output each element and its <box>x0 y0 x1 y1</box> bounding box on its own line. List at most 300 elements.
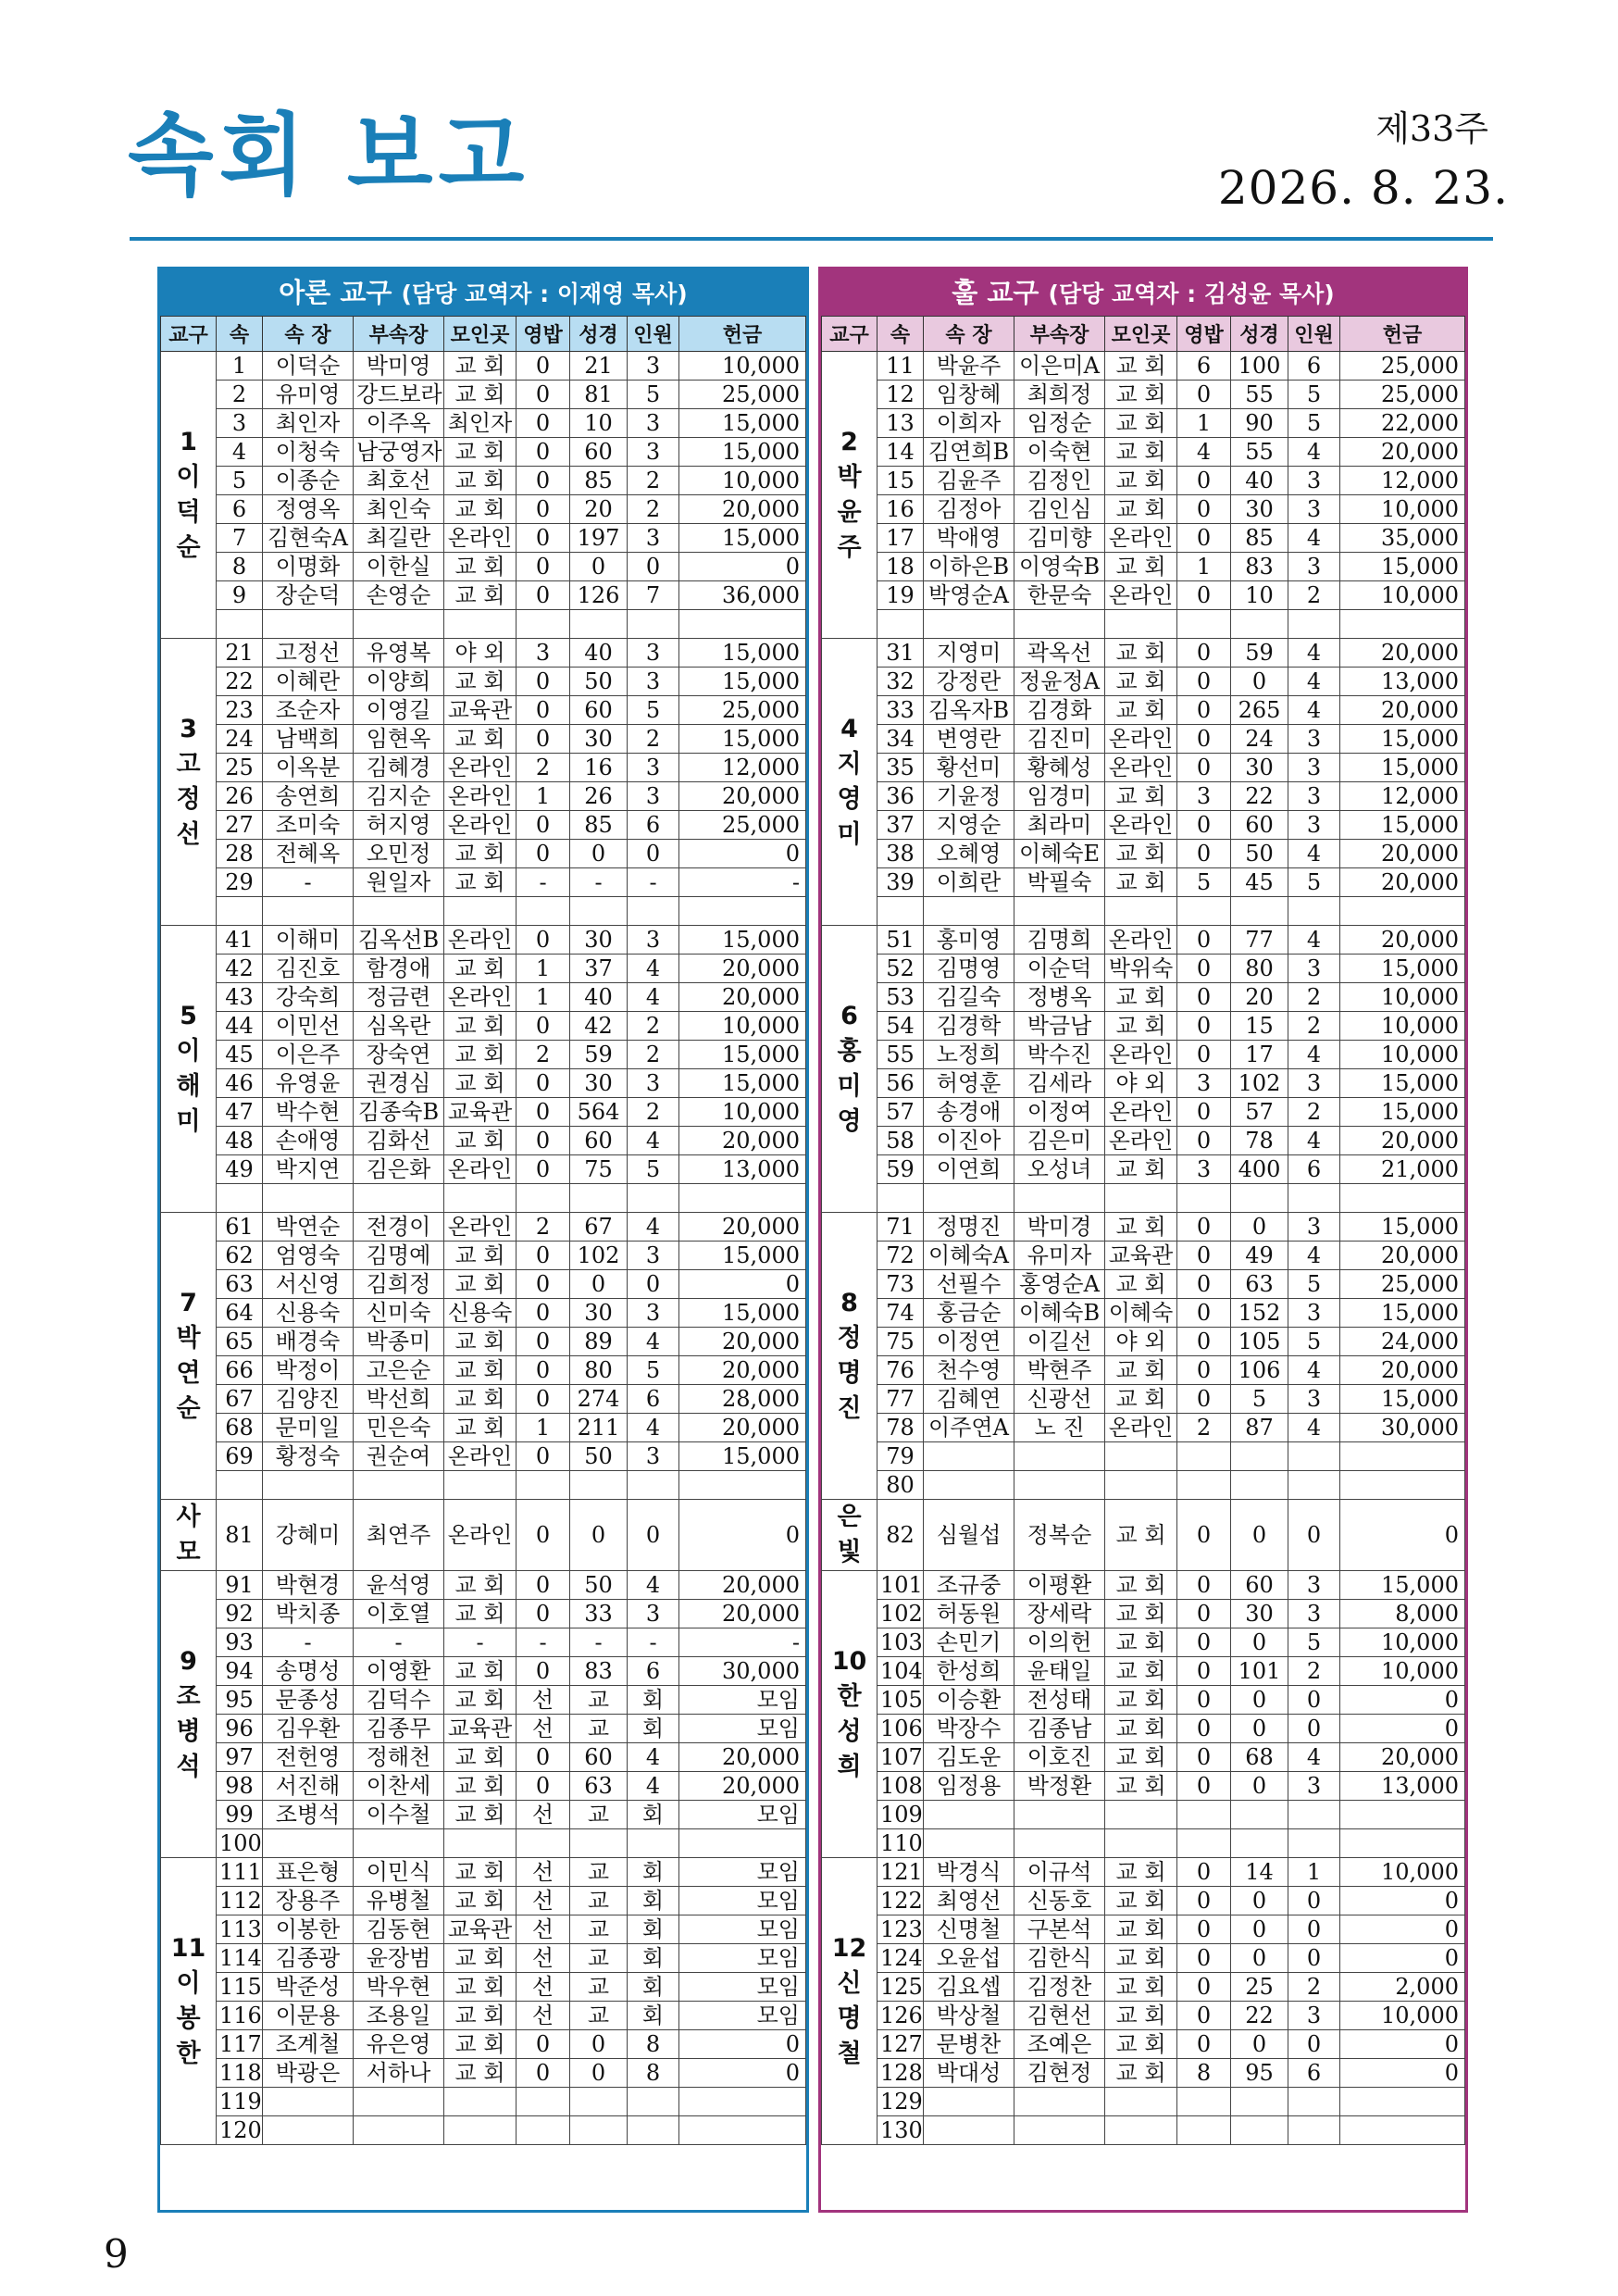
cell-sub-leader: 김세라 <box>1014 1069 1105 1098</box>
cell-sok: 52 <box>877 955 924 983</box>
cell-sub-leader: 김명예 <box>354 1242 444 1270</box>
cell-offering: 10,000 <box>1340 1657 1465 1686</box>
cell-sub-leader: 이숙현 <box>1014 438 1105 467</box>
table-row <box>161 1743 806 1772</box>
cell-leader: 이희자 <box>924 409 1014 438</box>
cell-leader: 박광은 <box>263 2059 354 2088</box>
cell-sub-leader: 김동현 <box>354 1915 444 1944</box>
cell-offering <box>1340 1801 1465 1829</box>
cell-count: 3 <box>628 754 679 782</box>
cell-leader: 변영란 <box>924 725 1014 754</box>
cell-count: 3 <box>628 1600 679 1628</box>
cell-count: 회 <box>628 1915 679 1944</box>
table-row <box>161 897 806 926</box>
cell-leader <box>263 2088 354 2116</box>
cell-meal: 0 <box>1177 2030 1231 2059</box>
cell-place <box>1105 2088 1177 2116</box>
cell-leader: 김옥자B <box>924 696 1014 725</box>
cell-bible: 85 <box>570 467 628 495</box>
cell-bible: 30 <box>570 725 628 754</box>
cell-bible <box>1231 1801 1288 1829</box>
cell-sok: 57 <box>877 1098 924 1127</box>
cell-offering: 15,000 <box>1340 1069 1465 1098</box>
cell-place: 교 회 <box>444 1270 517 1299</box>
cell-offering <box>679 897 806 926</box>
cell-leader: 박상철 <box>924 2002 1014 2030</box>
cell-bible: 37 <box>570 955 628 983</box>
cell-count: 3 <box>1288 495 1340 524</box>
cell-bible: 40 <box>570 639 628 668</box>
cell-meal: 2 <box>517 1213 570 1242</box>
cell-leader: 이옥분 <box>263 754 354 782</box>
cell-place: 교 회 <box>1105 1944 1177 1973</box>
cell-count <box>1288 1184 1340 1213</box>
cell-leader: 신명철 <box>924 1915 1014 1944</box>
table-row <box>161 1155 806 1184</box>
cell-sok: 82 <box>877 1500 924 1571</box>
cell-place: 교 회 <box>444 1385 517 1414</box>
cell-leader: 이종순 <box>263 467 354 495</box>
cell-bible: 85 <box>570 811 628 840</box>
cell-bible: 81 <box>570 381 628 409</box>
cell-place <box>1105 1829 1177 1858</box>
cell-sub-leader: 신동호 <box>1014 1887 1105 1915</box>
table-row <box>822 1242 1465 1270</box>
cell-offering: 20,000 <box>1340 926 1465 955</box>
cell-count: 4 <box>1288 639 1340 668</box>
cell-count: 2 <box>628 467 679 495</box>
cell-sok: 121 <box>877 1858 924 1887</box>
cell-count: 6 <box>628 811 679 840</box>
table-row <box>822 381 1465 409</box>
cell-sub-leader: 박현주 <box>1014 1356 1105 1385</box>
table-row <box>161 2116 806 2145</box>
cell-count: - <box>628 868 679 897</box>
cell-count: 4 <box>1288 840 1340 868</box>
cell-sok <box>217 1471 263 1500</box>
cell-sub-leader: 유영복 <box>354 639 444 668</box>
cell-place: 교 회 <box>1105 1686 1177 1715</box>
cell-leader: 김도운 <box>924 1743 1014 1772</box>
district-group-label: 1 이 덕 순 <box>161 352 217 639</box>
cell-sok: 124 <box>877 1944 924 1973</box>
report-date: 2026. 8. 23. <box>1217 161 1509 215</box>
cell-offering: 10,000 <box>1340 1012 1465 1041</box>
cell-bible: 0 <box>1231 1915 1288 1944</box>
cell-count: 2 <box>628 1041 679 1069</box>
cell-leader: 조미숙 <box>263 811 354 840</box>
cell-bible: 0 <box>1231 1772 1288 1801</box>
cell-sok: 25 <box>217 754 263 782</box>
cell-place: 교 회 <box>1105 1743 1177 1772</box>
cell-leader: 정명진 <box>924 1213 1014 1242</box>
cell-sub-leader: 김미향 <box>1014 524 1105 553</box>
cell-sok: 110 <box>877 1829 924 1858</box>
cell-offering: 20,000 <box>1340 1242 1465 1270</box>
panel-header <box>160 269 806 316</box>
cell-sok: 112 <box>217 1887 263 1915</box>
district-group-label: 은 빛 <box>822 1500 877 1571</box>
table-row <box>161 1414 806 1442</box>
cell-meal: 1 <box>517 983 570 1012</box>
cell-meal: 0 <box>517 696 570 725</box>
cell-bible: 16 <box>570 754 628 782</box>
table-row <box>822 1858 1465 1887</box>
cell-meal: 2 <box>1177 1414 1231 1442</box>
cell-count <box>628 2116 679 2145</box>
cell-bible: 20 <box>570 495 628 524</box>
cell-count <box>628 2088 679 2116</box>
cell-offering <box>1340 2116 1465 2145</box>
cell-count <box>628 1184 679 1213</box>
cell-leader <box>924 1471 1014 1500</box>
cell-sok: 1 <box>217 352 263 381</box>
table-row <box>161 1442 806 1471</box>
table-row <box>161 1915 806 1944</box>
column-header-row <box>161 317 806 352</box>
cell-bible: 83 <box>1231 553 1288 581</box>
cell-sok: 48 <box>217 1127 263 1155</box>
cell-count: 2 <box>628 725 679 754</box>
cell-place <box>1105 1801 1177 1829</box>
table-row <box>161 1356 806 1385</box>
cell-place: 교 회 <box>444 1973 517 2002</box>
cell-count: 2 <box>1288 1973 1340 2002</box>
cell-leader: 조규중 <box>924 1571 1014 1600</box>
cell-meal: 선 <box>517 1715 570 1743</box>
cell-bible <box>1231 897 1288 926</box>
cell-leader: 서신영 <box>263 1270 354 1299</box>
cell-sok: 106 <box>877 1715 924 1743</box>
cell-leader: 김현숙A <box>263 524 354 553</box>
table-row <box>161 1944 806 1973</box>
cell-meal: 0 <box>517 553 570 581</box>
cell-bible: 60 <box>1231 1571 1288 1600</box>
cell-meal: 0 <box>1177 1686 1231 1715</box>
cell-sub-leader: 임현옥 <box>354 725 444 754</box>
cell-meal: 0 <box>517 352 570 381</box>
cell-count: 3 <box>1288 1571 1340 1600</box>
cell-offering: 15,000 <box>1340 553 1465 581</box>
column-header: 헌금 <box>679 317 806 352</box>
cell-offering: 13,000 <box>679 1155 806 1184</box>
cell-bible: 0 <box>1231 2030 1288 2059</box>
district-group-label: 8 정 명 진 <box>822 1213 877 1500</box>
cell-sok: 2 <box>217 381 263 409</box>
table-row <box>161 725 806 754</box>
cell-offering: 15,000 <box>1340 1385 1465 1414</box>
cell-sub-leader: 이호열 <box>354 1600 444 1628</box>
cell-bible: 50 <box>570 1571 628 1600</box>
cell-leader: 신용숙 <box>263 1299 354 1328</box>
hur-district-panel <box>818 267 1468 2213</box>
table-row <box>822 1213 1465 1242</box>
cell-offering: 12,000 <box>1340 467 1465 495</box>
table-row <box>161 495 806 524</box>
table-row <box>161 1829 806 1858</box>
cell-offering: 15,000 <box>1340 1213 1465 1242</box>
cell-offering: 0 <box>679 1500 806 1571</box>
cell-count: 6 <box>1288 352 1340 381</box>
cell-meal: 0 <box>1177 811 1231 840</box>
cell-bible: 25 <box>1231 1973 1288 2002</box>
cell-place: 교 회 <box>444 1743 517 1772</box>
cell-sok: 16 <box>877 495 924 524</box>
cell-meal: 3 <box>1177 1155 1231 1184</box>
cell-place: 교 회 <box>444 1686 517 1715</box>
cell-meal: 선 <box>517 1801 570 1829</box>
cell-meal: 0 <box>517 1743 570 1772</box>
cell-meal: 선 <box>517 1858 570 1887</box>
cell-meal <box>1177 2088 1231 2116</box>
cell-count: 3 <box>628 1242 679 1270</box>
cell-bible: 60 <box>570 1743 628 1772</box>
cell-place: 교 회 <box>444 1242 517 1270</box>
cell-sub-leader: 김종남 <box>1014 1715 1105 1743</box>
cell-leader <box>924 2088 1014 2116</box>
cell-place: 교 회 <box>444 668 517 696</box>
cell-meal: 선 <box>517 1915 570 1944</box>
cell-leader <box>263 1184 354 1213</box>
cell-meal <box>1177 1829 1231 1858</box>
cell-offering <box>679 2116 806 2145</box>
cell-count: 4 <box>1288 1356 1340 1385</box>
table-row <box>161 1127 806 1155</box>
cell-count: 8 <box>628 2030 679 2059</box>
cell-meal: 0 <box>1177 1657 1231 1686</box>
cell-sok: 115 <box>217 1973 263 2002</box>
cell-offering: 20,000 <box>1340 840 1465 868</box>
cell-meal: 0 <box>517 438 570 467</box>
table-row <box>161 1772 806 1801</box>
cell-sok: 114 <box>217 1944 263 1973</box>
cell-place <box>1105 1471 1177 1500</box>
cell-place: 교 회 <box>444 1887 517 1915</box>
cell-offering: 25,000 <box>1340 381 1465 409</box>
cell-count: 6 <box>628 1657 679 1686</box>
cell-count: 4 <box>1288 1743 1340 1772</box>
cell-sok: 116 <box>217 2002 263 2030</box>
week-label: 제33주 <box>1375 108 1488 149</box>
table-row <box>822 1127 1465 1155</box>
cell-count: 4 <box>628 1328 679 1356</box>
cell-count: 5 <box>1288 381 1340 409</box>
cell-sok: 79 <box>877 1442 924 1471</box>
cell-sok: 75 <box>877 1328 924 1356</box>
cell-count: 0 <box>1288 1944 1340 1973</box>
cell-bible: 78 <box>1231 1127 1288 1155</box>
cell-sok: 7 <box>217 524 263 553</box>
cell-sok: 42 <box>217 955 263 983</box>
table-row <box>161 2059 806 2088</box>
cell-bible: 교 <box>570 1887 628 1915</box>
cell-offering: 10,000 <box>1340 1041 1465 1069</box>
cell-sok: 9 <box>217 581 263 610</box>
cell-offering: 모임 <box>679 2002 806 2030</box>
cell-sub-leader: 유은영 <box>354 2030 444 2059</box>
cell-meal: 4 <box>1177 438 1231 467</box>
cell-sub-leader: 이찬세 <box>354 1772 444 1801</box>
cell-place <box>1105 1442 1177 1471</box>
cell-offering: 15,000 <box>679 1442 806 1471</box>
cell-bible: 17 <box>1231 1041 1288 1069</box>
cell-sub-leader: 김명희 <box>1014 926 1105 955</box>
district-group-label: 3 고 정 선 <box>161 639 217 926</box>
report-table <box>160 316 806 2145</box>
cell-leader <box>924 1801 1014 1829</box>
cell-leader: 지영순 <box>924 811 1014 840</box>
cell-leader <box>924 610 1014 639</box>
table-row <box>822 1500 1465 1571</box>
cell-offering: 22,000 <box>1340 409 1465 438</box>
cell-meal: 0 <box>517 1155 570 1184</box>
cell-count: 5 <box>628 381 679 409</box>
cell-count: 3 <box>628 438 679 467</box>
cell-leader: 이봉한 <box>263 1915 354 1944</box>
cell-place: 교 회 <box>1105 467 1177 495</box>
cell-place: 교 회 <box>444 1414 517 1442</box>
cell-place: 온라인 <box>444 524 517 553</box>
cell-sub-leader: 심옥란 <box>354 1012 444 1041</box>
cell-leader: 최인자 <box>263 409 354 438</box>
table-row <box>822 1069 1465 1098</box>
cell-offering: 15,000 <box>679 639 806 668</box>
panel-header <box>821 269 1465 316</box>
table-row <box>822 725 1465 754</box>
cell-place: 교 회 <box>444 2002 517 2030</box>
cell-offering: 15,000 <box>679 1299 806 1328</box>
cell-bible: 211 <box>570 1414 628 1442</box>
cell-leader: 황정숙 <box>263 1442 354 1471</box>
cell-leader: 표은형 <box>263 1858 354 1887</box>
cell-sok: 73 <box>877 1270 924 1299</box>
cell-meal <box>517 2088 570 2116</box>
cell-place: 교 회 <box>444 840 517 868</box>
cell-leader: 이진아 <box>924 1127 1014 1155</box>
table-row <box>822 1944 1465 1973</box>
cell-sok: 98 <box>217 1772 263 1801</box>
cell-leader: 김우환 <box>263 1715 354 1743</box>
cell-meal: 0 <box>1177 639 1231 668</box>
cell-place: 교 회 <box>1105 1571 1177 1600</box>
cell-bible: 33 <box>570 1600 628 1628</box>
cell-offering <box>679 1184 806 1213</box>
cell-sok: 128 <box>877 2059 924 2088</box>
cell-count: 3 <box>628 926 679 955</box>
cell-bible <box>1231 1184 1288 1213</box>
cell-meal: 1 <box>517 955 570 983</box>
cell-leader: 박정이 <box>263 1356 354 1385</box>
cell-sok: 55 <box>877 1041 924 1069</box>
cell-sub-leader: 정해천 <box>354 1743 444 1772</box>
cell-leader: 홍금순 <box>924 1299 1014 1328</box>
cell-bible: 5 <box>1231 1385 1288 1414</box>
cell-offering: 0 <box>679 1270 806 1299</box>
cell-count: 3 <box>628 352 679 381</box>
cell-count <box>628 897 679 926</box>
cell-sok: 71 <box>877 1213 924 1242</box>
table-row <box>161 639 806 668</box>
cell-bible: 교 <box>570 1715 628 1743</box>
cell-offering: 15,000 <box>679 926 806 955</box>
cell-sok: 56 <box>877 1069 924 1098</box>
table-row <box>822 1743 1465 1772</box>
cell-meal: 0 <box>1177 524 1231 553</box>
cell-sub-leader: 이길선 <box>1014 1328 1105 1356</box>
cell-count: 0 <box>1288 1915 1340 1944</box>
table-row <box>822 1801 1465 1829</box>
table-row <box>822 868 1465 897</box>
cell-sok: 65 <box>217 1328 263 1356</box>
cell-place <box>444 2088 517 2116</box>
cell-sok: 54 <box>877 1012 924 1041</box>
cell-offering: 10,000 <box>679 352 806 381</box>
cell-place: 교 회 <box>444 1772 517 1801</box>
cell-sok: 113 <box>217 1915 263 1944</box>
cell-offering: 15,000 <box>679 1041 806 1069</box>
cell-bible: 교 <box>570 1915 628 1944</box>
cell-sub-leader: 임정순 <box>1014 409 1105 438</box>
cell-offering: 0 <box>1340 1915 1465 1944</box>
cell-place: 교 회 <box>1105 1628 1177 1657</box>
cell-count: 4 <box>1288 1127 1340 1155</box>
cell-leader: 박장수 <box>924 1715 1014 1743</box>
table-row <box>822 409 1465 438</box>
district-group-label: 7 박 연 순 <box>161 1213 217 1500</box>
cell-meal: 0 <box>517 1571 570 1600</box>
cell-meal <box>517 897 570 926</box>
table-row <box>161 2088 806 2116</box>
cell-meal: 0 <box>517 1328 570 1356</box>
cell-count: 6 <box>1288 2059 1340 2088</box>
cell-leader: 홍미영 <box>924 926 1014 955</box>
table-row <box>161 1686 806 1715</box>
cell-sub-leader: 김한식 <box>1014 1944 1105 1973</box>
table-row <box>822 524 1465 553</box>
cell-leader: 박수현 <box>263 1098 354 1127</box>
cell-sub-leader: 박미경 <box>1014 1213 1105 1242</box>
cell-count: 3 <box>628 1442 679 1471</box>
cell-offering: 20,000 <box>679 1772 806 1801</box>
cell-sub-leader: 이호진 <box>1014 1743 1105 1772</box>
cell-count <box>628 1471 679 1500</box>
cell-count: 4 <box>628 1743 679 1772</box>
cell-offering: 20,000 <box>1340 639 1465 668</box>
cell-sub-leader <box>354 2116 444 2145</box>
cell-place: 온라인 <box>444 983 517 1012</box>
cell-offering: 모임 <box>679 1715 806 1743</box>
cell-offering: 0 <box>1340 1944 1465 1973</box>
cell-offering: 20,000 <box>1340 438 1465 467</box>
cell-count: 3 <box>1288 467 1340 495</box>
table-row <box>822 754 1465 782</box>
cell-sub-leader: 박선희 <box>354 1385 444 1414</box>
cell-bible: 63 <box>570 1772 628 1801</box>
table-row <box>822 955 1465 983</box>
cell-sok: 120 <box>217 2116 263 2145</box>
cell-sub-leader <box>354 2088 444 2116</box>
cell-count: 4 <box>1288 1242 1340 1270</box>
cell-count: 0 <box>1288 1715 1340 1743</box>
cell-bible: 30 <box>570 926 628 955</box>
cell-offering: 모임 <box>679 1973 806 2002</box>
cell-sub-leader: 김희정 <box>354 1270 444 1299</box>
cell-count: 3 <box>628 782 679 811</box>
table-row <box>822 1184 1465 1213</box>
cell-bible: 77 <box>1231 926 1288 955</box>
cell-offering <box>679 2088 806 2116</box>
cell-meal: 0 <box>517 926 570 955</box>
